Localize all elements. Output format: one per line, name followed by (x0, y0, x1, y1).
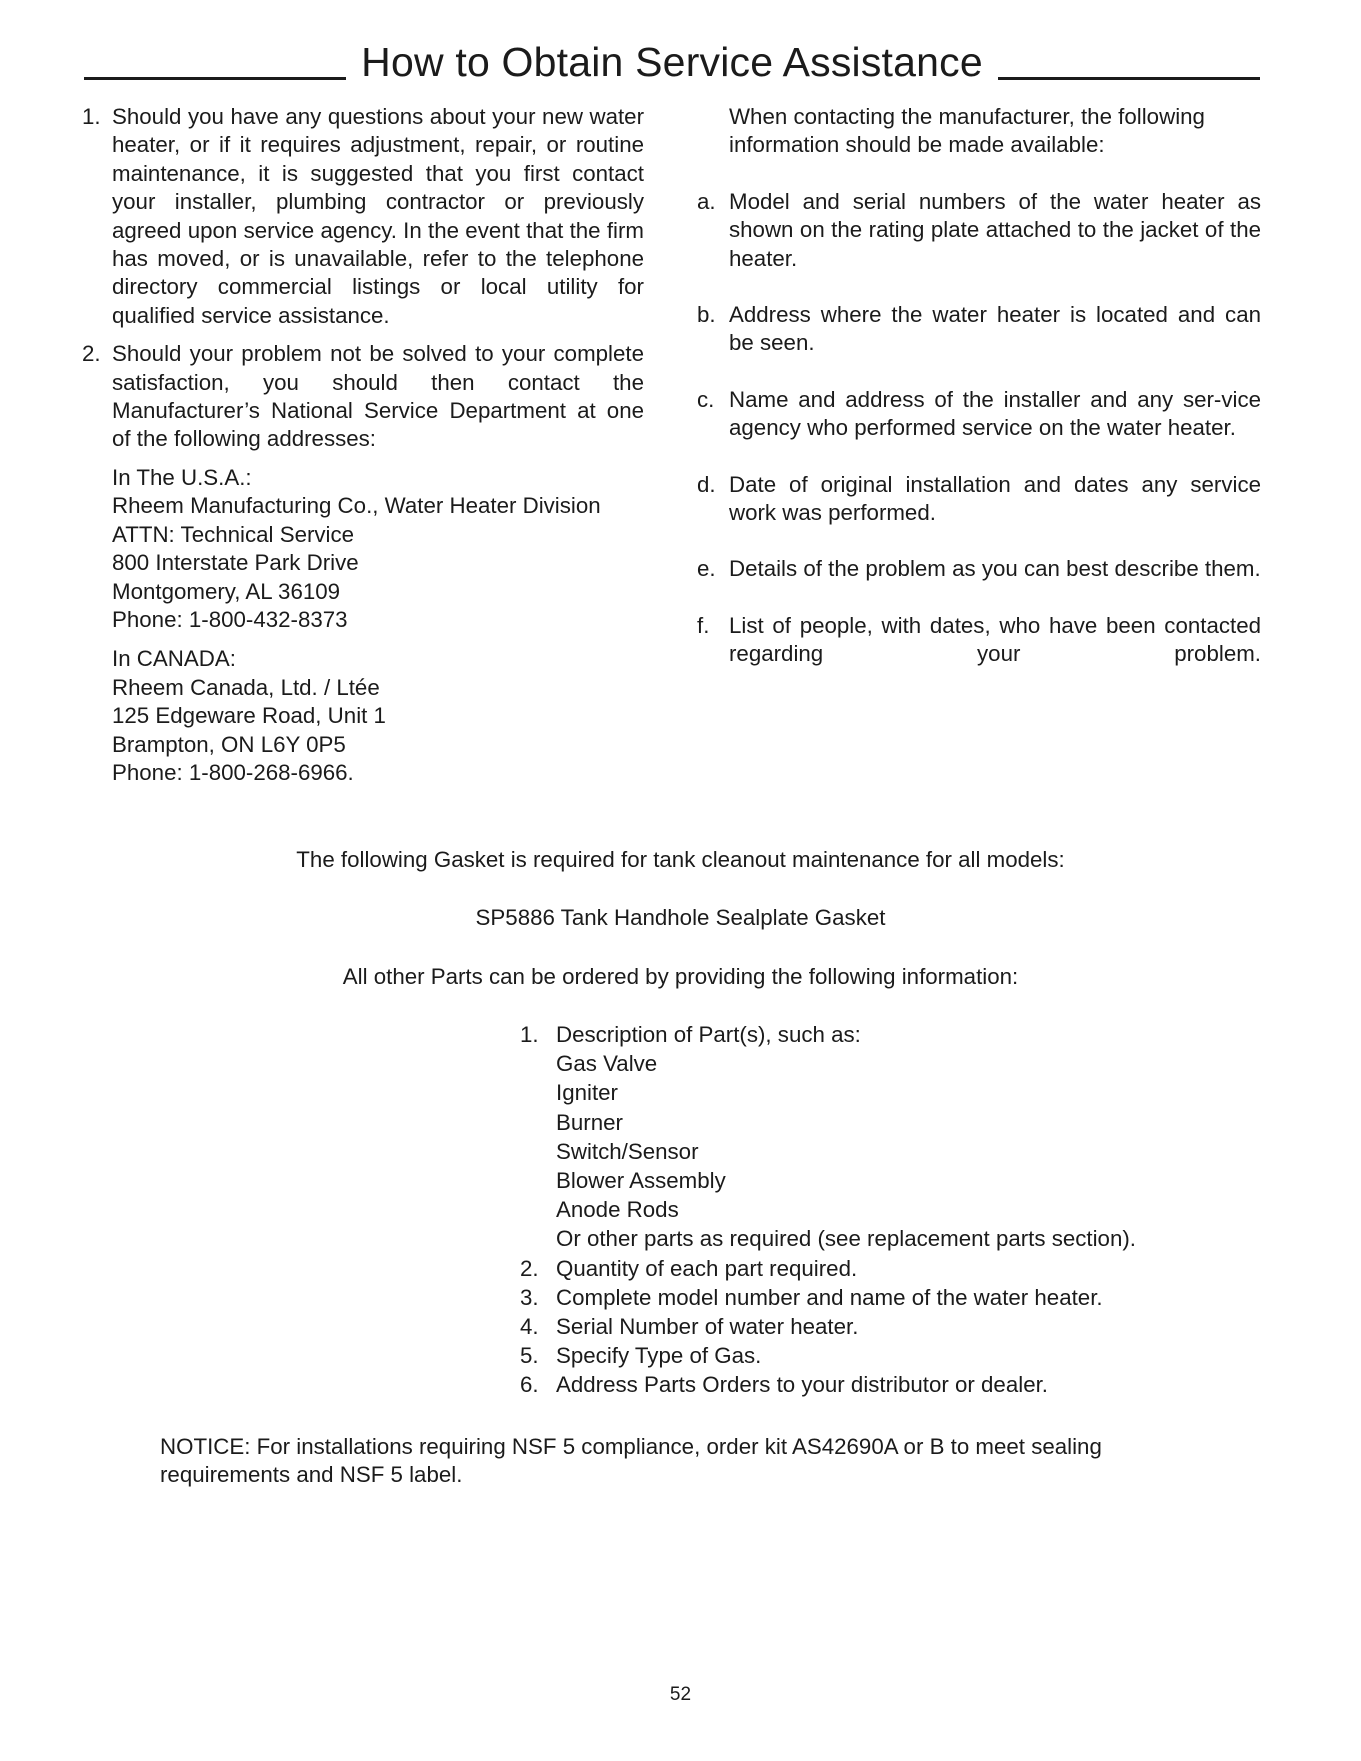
part-example: Igniter (556, 1080, 618, 1106)
item-letter: f. (697, 612, 710, 638)
item-text: Specify Type of Gas. (556, 1343, 762, 1369)
part-example: Switch/Sensor (556, 1138, 699, 1164)
notice-line: NOTICE: For installations requiring NSF 5 compliance, order kit AS42690A or B to meet sealing (160, 1434, 1102, 1459)
list-item (520, 1283, 1136, 1312)
list-item (520, 1341, 1136, 1370)
address-line: Rheem Manufacturing Co., Water Heater Division (112, 493, 601, 519)
address-line: 125 Edgeware Road, Unit 1 (112, 703, 386, 729)
item-number: 2. (520, 1255, 539, 1281)
page-header (84, 36, 1260, 96)
item-letter: e. (697, 556, 716, 582)
list-item (697, 386, 1261, 443)
list-item (82, 340, 644, 454)
list-item (520, 1370, 1136, 1399)
header-rule-right (998, 77, 1260, 80)
list-item (697, 471, 1261, 528)
item-letter: d. (697, 471, 716, 497)
item-number: 6. (520, 1372, 539, 1398)
contact-intro: When contacting the manufacturer, the following information should be made available: (729, 104, 1205, 158)
list-item (697, 612, 1261, 669)
gasket-part: SP5886 Tank Handhole Sealplate Gasket (475, 905, 886, 930)
usa-address (82, 464, 644, 634)
address-line: Brampton, ON L6Y 0P5 (112, 731, 346, 757)
page-number: 52 (669, 1684, 692, 1705)
parts-order-list (520, 1020, 1136, 1400)
notice-line: requirements and NSF 5 label. (160, 1462, 463, 1488)
item-number: 2. (82, 341, 101, 367)
item-text: Address Parts Orders to your distributor or dealer. (556, 1372, 1048, 1398)
address-label: In The U.S.A.: (112, 464, 252, 490)
list-item (697, 555, 1261, 583)
item-letter: c. (697, 386, 715, 412)
item-text: Should your problem not be solved to your complete satisfaction, you should then contact the Manufacturer’s National Service Department at one of the following addresses: (112, 341, 644, 452)
item-letter: a. (697, 188, 716, 214)
gasket-heading: The following Gasket is required for tank cleanout maintenance for all models: (296, 847, 1065, 872)
item-letter: b. (697, 302, 716, 328)
part-example: Or other parts as required (see replacement parts section). (556, 1226, 1136, 1252)
part-example: Anode Rods (556, 1197, 679, 1223)
address-line: ATTN: Technical Service (112, 521, 355, 547)
nsf-notice (160, 1433, 1220, 1490)
page-title: How to Obtain Service Assistance (361, 39, 983, 85)
address-line: 800 Interstate Park Drive (112, 550, 359, 576)
phone-number: Phone: 1-800-268-6966. (112, 759, 354, 785)
item-number: 5. (520, 1343, 539, 1369)
list-item (697, 301, 1261, 358)
list-item (520, 1254, 1136, 1283)
item-text: Address where the water heater is located and can be seen. (729, 302, 1261, 356)
parts-heading: All other Parts can be ordered by providing the following information: (342, 964, 1019, 989)
phone-number: Phone: 1-800-432-8373 (112, 606, 348, 632)
item-text: Details of the problem as you can best describe them. (729, 556, 1261, 582)
item-text: List of people, with dates, who have been contacted regarding your problem. (729, 612, 1261, 667)
part-example: Blower Assembly (556, 1168, 726, 1194)
item-text: Quantity of each part required. (556, 1255, 858, 1281)
right-column (697, 103, 1261, 697)
item-text: Serial Number of water heater. (556, 1314, 859, 1340)
list-item (82, 103, 644, 330)
item-text: Model and serial numbers of the water heater as shown on the rating plate attached to the jacket of the heater. (729, 188, 1261, 271)
item-text: Name and address of the installer and any ser-vice agency who performed service on the water heater. (729, 386, 1261, 441)
canada-address (82, 645, 644, 787)
left-column (82, 103, 644, 787)
part-example: Gas Valve (556, 1051, 658, 1077)
item-text: Complete model number and name of the water heater. (556, 1284, 1103, 1310)
address-line: Rheem Canada, Ltd. / Ltée (112, 674, 380, 700)
part-example: Burner (556, 1109, 623, 1135)
item-number: 4. (520, 1314, 539, 1340)
list-item (697, 188, 1261, 273)
header-rule-left (84, 77, 346, 80)
item-text: Description of Part(s), such as: (556, 1022, 861, 1047)
item-text: Should you have any questions about your new water heater, or if it requires adjustment, repair, or routine maintenance, it is suggested that you first contact your installer, plumbing contractor or previously agreed upon service agency. In the event that the firm has moved, or is unavailable, refer to the telephone directory commercial listings or local utility for qualified service assistance. (112, 104, 644, 328)
item-number: 1. (82, 104, 101, 129)
list-item (520, 1312, 1136, 1341)
item-text: Date of original installation and dates any service work was performed. (729, 471, 1261, 526)
item-number: 3. (520, 1284, 539, 1310)
item-number: 1. (520, 1022, 539, 1047)
address-line: Montgomery, AL 36109 (112, 578, 341, 604)
list-item (520, 1020, 1136, 1049)
address-label: In CANADA: (112, 646, 236, 672)
